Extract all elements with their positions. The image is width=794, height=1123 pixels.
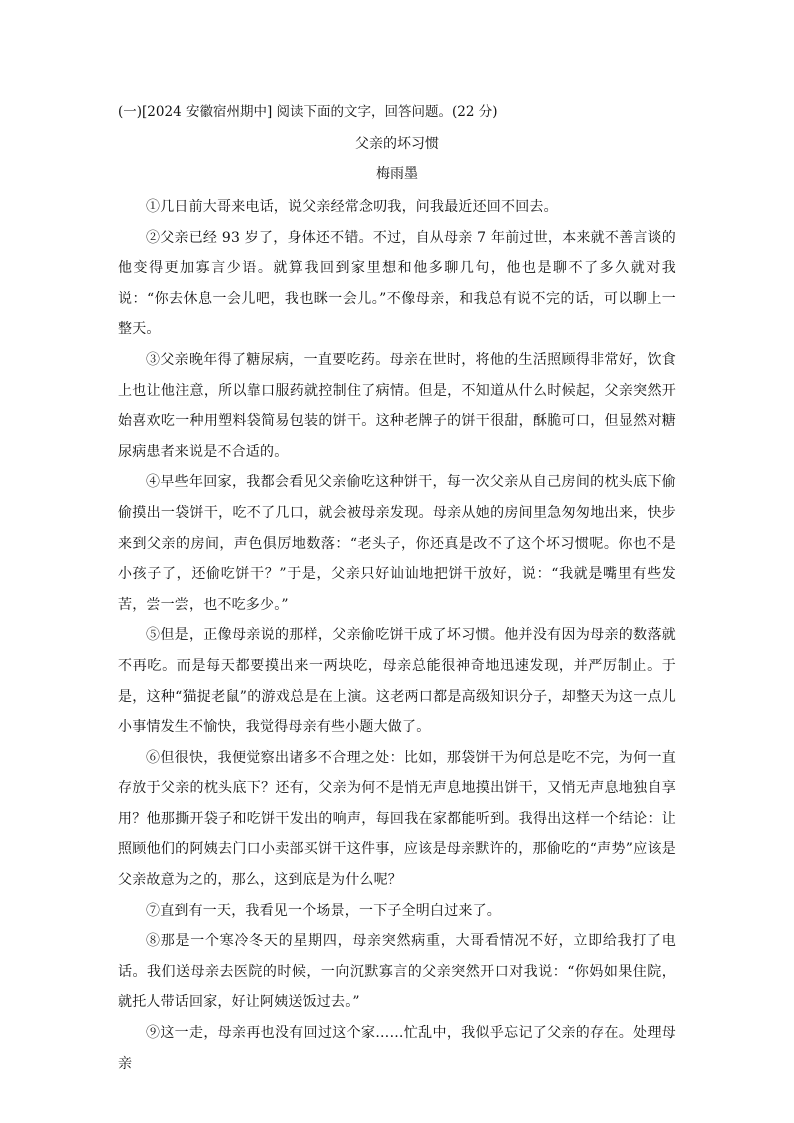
paragraph-4: ④早些年回家，我都会看见父亲偷吃这种饼干，每一次父亲从自己房间的枕头底下偷偷摸出一袋饼干，吃不了几口，就会被母亲发现。母亲从她的房间里急匆匆地出来，快步来到父亲的房间，声色俱厉地数落：“老头子，你还真是改不了这个坏习惯呢。你也不是小孩子了，还偷吃饼干？”于是，父亲只好讪讪地把饼干放好，说：“我就是嘴里有些发苦，尝一尝，也不吃多少。” <box>118 474 676 613</box>
paragraph-6: ⑥但很快，我便觉察出诸多不合理之处：比如，那袋饼干为何总是吃不完，为何一直存放于父亲的枕头底下？还有，父亲为何不是悄无声息地摸出饼干，又悄无声息地独自享用？他那撕开袋子和吃饼干发出的响声，每回我在家都能听到。我得出这样一个结论：让照顾他们的阿姨去门口小卖部买饼干这件事，应该是母亲默许的，那偷吃的“声势”应该是父亲故意为之的，那么，这到底是为什么呢？ <box>118 749 676 889</box>
paragraph-3: ③父亲晚年得了糖尿病，一直要吃药。母亲在世时，将他的生活照顾得非常好，饮食上也让他注意，所以靠口服药就控制住了病情。但是，不知道从什么时候起，父亲突然开始喜欢吃一种用塑料袋简易包装的饼干。这种老牌子的饼干很甜，酥脆可口，但显然对糖尿病患者来说是不合适的。 <box>118 351 676 460</box>
article-title: 父亲的坏习惯 <box>355 136 439 152</box>
question-header: (一)[2024 安徽宿州期中] 阅读下面的文字，回答问题。(22 分) <box>118 104 498 120</box>
article-author: 梅雨墨 <box>376 166 418 182</box>
paragraph-8: ⑧那是一个寒冷冬天的星期四，母亲突然病重，大哥看情况不好，立即给我打了电话。我们送母亲去医院的时候，一向沉默寡言的父亲突然开口对我说：“你妈如果住院，就托人带话回家，好让阿姨送饭过去。” <box>118 933 676 1011</box>
paragraph-9: ⑨这一走，母亲再也没有回过这个家……忙乱中，我似乎忘记了父亲的存在。处理母亲 <box>118 1025 676 1072</box>
paragraph-5: ⑤但是，正像母亲说的那样，父亲偷吃饼干成了坏习惯。他并没有因为母亲的数落就不再吃。而是每天都要摸出来一两块吃，母亲总能很神奇地迅速发现，并严厉制止。于是，这种“猫捉老鼠”的游戏总是在上演。这老两口都是高级知识分子，却整天为这一点儿小事情发生不愉快，我觉得母亲有些小题大做了。 <box>118 627 676 736</box>
paragraph-2: ②父亲已经 93 岁了，身体还不错。不过，自从母亲 7 年前过世，本来就不善言谈的他变得更加寡言少语。就算我回到家里想和他多聊几句，他也是聊不了多久就对我说：“你去休息一会儿吧，我也眯一会儿。”不像母亲，和我总有说不完的话，可以聊上一整天。 <box>118 229 676 338</box>
paragraph-7: ⑦直到有一天，我看见一个场景，一下子全明白过来了。 <box>146 902 501 919</box>
document-page <box>118 100 676 1079</box>
paragraph-1: ①几日前大哥来电话，说父亲经常念叨我，问我最近还回不回去。 <box>146 199 558 215</box>
